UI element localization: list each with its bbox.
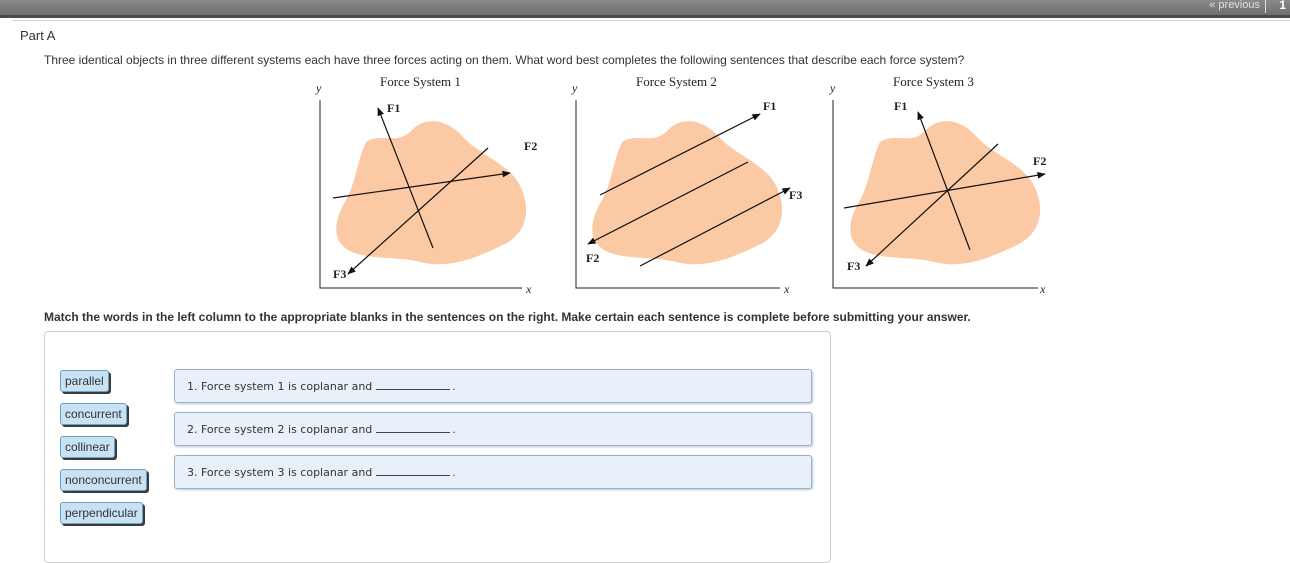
force-system-2 — [571, 74, 802, 296]
question-text: Three identical objects in three different systems each have three forces acting on them. What word best completes the following sentences that describe each force system? — [44, 53, 965, 67]
word-chip-perpendicular[interactable]: perpendicular — [60, 502, 143, 524]
sentence-period-1: . — [452, 380, 456, 393]
sentence-row-3 — [187, 465, 456, 479]
sentence-period-3: . — [452, 466, 456, 479]
matching-panel — [44, 331, 831, 563]
system-2-label-f3: F3 — [789, 188, 803, 202]
system-2-y-label: y — [572, 81, 578, 95]
system-2-x-label: x — [784, 282, 790, 296]
sentence-target-1[interactable] — [174, 369, 812, 403]
system-2-label-f2: F2 — [586, 251, 600, 265]
word-chip-parallel[interactable]: parallel — [60, 370, 109, 392]
force-system-3 — [829, 74, 1046, 296]
system-3-title: Force System 3 — [893, 74, 974, 89]
system-2-title: Force System 2 — [636, 74, 717, 89]
system-3-x-label: x — [1040, 282, 1046, 296]
system-3-label-f1: F1 — [894, 99, 908, 113]
system-3-label-f2: F2 — [1033, 154, 1047, 168]
word-chip-concurrent[interactable]: concurrent — [60, 403, 127, 425]
sentence-target-3[interactable] — [174, 455, 812, 489]
sentence-text-3: 3. Force system 3 is coplanar and — [187, 466, 373, 479]
answer-blank-3[interactable] — [376, 465, 450, 476]
word-chip-collinear[interactable]: collinear — [60, 436, 115, 458]
system-2-label-f1: F1 — [763, 99, 777, 113]
word-chip-nonconcurrent[interactable]: nonconcurrent — [60, 469, 147, 491]
sentence-target-2[interactable] — [174, 412, 812, 446]
sentence-period-2: . — [452, 423, 456, 436]
force-system-1 — [315, 74, 537, 296]
system-1-label-f2: F2 — [524, 139, 538, 153]
system-1-title: Force System 1 — [380, 74, 461, 89]
answer-blank-2[interactable] — [376, 422, 450, 433]
answer-blank-1[interactable] — [376, 379, 450, 390]
header-divider — [12, 20, 1290, 21]
instruction-text: Match the words in the left column to the appropriate blanks in the sentences on the right. Make certain each sentence is complete before submitting your answer. — [44, 310, 971, 324]
page-number[interactable]: 1 — [1279, 0, 1286, 12]
system-1-x-label: x — [526, 282, 532, 296]
sentence-row-1 — [187, 379, 456, 393]
sentence-text-2: 2. Force system 2 is coplanar and — [187, 423, 373, 436]
system-1-label-f3: F3 — [333, 267, 347, 281]
system-1-label-f1: F1 — [387, 101, 401, 115]
part-title: Part A — [20, 28, 56, 43]
nav-separator — [1265, 0, 1266, 13]
previous-link[interactable]: « previous — [1209, 0, 1260, 11]
force-systems-figure — [300, 70, 1060, 302]
top-navigation-bar — [0, 0, 1290, 18]
system-3-y-label: y — [830, 81, 836, 95]
system-1-y-label: y — [316, 81, 322, 95]
sentence-text-1: 1. Force system 1 is coplanar and — [187, 380, 373, 393]
sentence-row-2 — [187, 422, 456, 436]
system-3-label-f3: F3 — [847, 259, 861, 273]
